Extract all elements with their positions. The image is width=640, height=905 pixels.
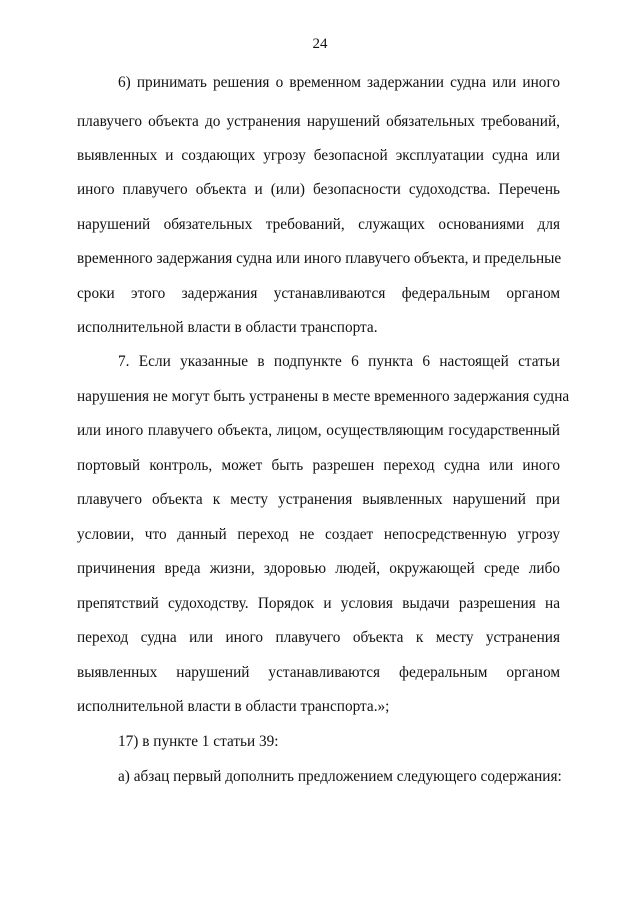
text-line: нарушения не могут быть устранены в месте временного задержания судна — [77, 388, 570, 405]
text-line: исполнительной власти в области транспорта. — [77, 319, 378, 336]
text-line: портовый контроль, может быть разрешен переход судна или иного — [77, 457, 560, 474]
text-line: нарушений обязательных требований, служащих основаниями для — [77, 216, 560, 233]
text-line: препятствий судоходству. Порядок и условия выдачи разрешения на — [77, 595, 560, 612]
text-line: иного плавучего объекта и (или) безопасности судоходства. Перечень — [77, 181, 560, 198]
text-line: 6) принимать решения о временном задержании судна или иного — [118, 74, 560, 91]
text-line: 17) в пункте 1 статьи 39: — [118, 733, 279, 750]
text-line: а) абзац первый дополнить предложением следующего содержания: — [118, 768, 562, 785]
text-line: причинения вреда жизни, здоровью людей, окружающей среде либо — [77, 560, 560, 577]
text-line: 7. Если указанные в подпункте 6 пункта 6 настоящей статьи — [118, 353, 560, 370]
text-line: временного задержания судна или иного плавучего объекта, и предельные — [77, 250, 562, 267]
text-line: условии, что данный переход не создает непосредственную угрозу — [77, 526, 560, 543]
page-number: 24 — [312, 36, 328, 52]
text-line: плавучего объекта к месту устранения выявленных нарушений при — [77, 491, 560, 508]
text-line: выявленных и создающих угрозу безопасной эксплуатации судна или — [77, 147, 560, 164]
text-line: выявленных нарушений устанавливаются федеральным органом — [77, 664, 560, 681]
text-line: или иного плавучего объекта, лицом, осуществляющим государственный — [77, 422, 560, 439]
text-line: плавучего объекта до устранения нарушений обязательных требований, — [77, 113, 560, 130]
text-line: исполнительной власти в области транспорта.»; — [77, 698, 390, 715]
text-line: сроки этого задержания устанавливаются федеральным органом — [77, 285, 560, 302]
text-line: переход судна или иного плавучего объекта к месту устранения — [77, 629, 560, 646]
